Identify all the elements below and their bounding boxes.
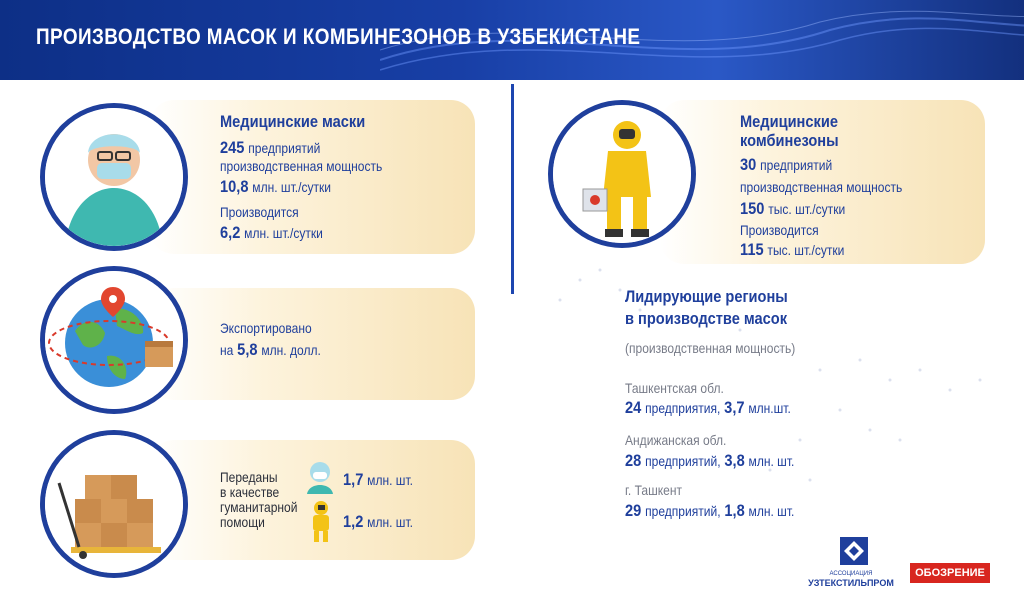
region-num1: 29 — [625, 501, 642, 520]
masks-produced-unit: млн. шт./сутки — [244, 225, 323, 241]
aid-masks-unit: млн. шт. — [367, 472, 413, 488]
masks-capacity-num: 10,8 — [220, 177, 249, 196]
region-num2: 3,8 — [724, 451, 745, 470]
suits-enterprises-line — [740, 155, 832, 175]
vertical-divider — [511, 84, 514, 294]
uztekstilprom-logo — [806, 535, 896, 588]
region-num1: 28 — [625, 451, 642, 470]
region-stats — [625, 398, 791, 418]
region-num1: 24 — [625, 398, 642, 417]
regions-subheading: (производственная мощность) — [625, 340, 796, 356]
uztekstilprom-emblem-icon — [806, 535, 896, 569]
suits-capacity-label: производственная мощность — [740, 179, 903, 195]
masks-produced-line — [220, 223, 323, 243]
aid-label-line3: гуманитарной — [220, 499, 298, 515]
suits-heading-line2: комбинезоны — [740, 131, 839, 150]
masks-enterprises-label: предприятий — [248, 140, 321, 156]
regions-heading-line1: Лидирующие регионы — [625, 287, 788, 306]
hazmat-suit-icon — [308, 500, 334, 544]
masks-capacity-line — [220, 177, 331, 197]
header-banner — [0, 0, 1024, 80]
suits-produced-unit: тыс. шт./сутки — [767, 242, 845, 258]
suits-produced-line — [740, 240, 844, 260]
region-name: г. Ташкент — [625, 482, 683, 498]
export-illustration — [40, 266, 188, 414]
region-stats — [625, 451, 794, 471]
suits-capacity-line — [740, 199, 845, 219]
masks-produced-label: Производится — [220, 204, 299, 220]
masks-enterprises-num: 245 — [220, 138, 245, 157]
region-num2: 1,8 — [724, 501, 745, 520]
suits-capacity-unit: тыс. шт./сутки — [768, 201, 846, 217]
masks-enterprises-line — [220, 138, 320, 158]
regions-heading — [625, 286, 788, 330]
aid-suits-unit: млн. шт. — [367, 514, 413, 530]
aid-suits-line — [343, 512, 413, 532]
masks-produced-num: 6,2 — [220, 223, 241, 242]
masked-person-icon — [305, 458, 335, 494]
region-label2: млн.шт. — [748, 400, 791, 416]
aid-masks-line — [343, 470, 413, 490]
globe-icon — [45, 271, 183, 409]
masks-illustration — [40, 103, 188, 251]
region-label1: предприятий, — [645, 453, 721, 469]
masks-heading: Медицинские маски — [220, 112, 366, 131]
suits-produced-num: 115 — [740, 240, 764, 259]
suits-heading — [740, 112, 839, 150]
aid-label-line1: Переданы — [220, 469, 278, 485]
uztekstilprom-text: УЗТЕКСТИЛЬПРОМ — [808, 578, 894, 588]
region-stats — [625, 501, 794, 521]
hazmat-worker-icon — [553, 105, 691, 243]
suits-enterprises-label: предприятий — [760, 157, 833, 173]
page-title: ПРОИЗВОДСТВО МАСОК И КОМБИНЕЗОНОВ В УЗБЕКИСТАНЕ — [36, 24, 641, 49]
aid-masks-num: 1,7 — [343, 470, 364, 489]
aid-label-line4: помощи — [220, 514, 265, 530]
boxes-pallet-icon — [45, 435, 183, 573]
region-label2: млн. шт. — [748, 503, 795, 519]
aid-illustration — [40, 430, 188, 578]
doctor-mask-icon — [45, 108, 183, 246]
export-label: Экспортировано — [220, 320, 312, 336]
region-label1: предприятий, — [645, 503, 721, 519]
region-name: Андижанская обл. — [625, 432, 727, 448]
suits-capacity-num: 150 — [740, 199, 765, 218]
regions-heading-line2: в производстве масок — [625, 309, 788, 328]
aid-label — [220, 470, 297, 530]
export-num: 5,8 — [237, 340, 258, 359]
uztekstilprom-small: АССОЦИАЦИЯ — [829, 571, 873, 577]
export-prefix: на — [220, 342, 234, 358]
masks-capacity-label: производственная мощность — [220, 158, 383, 174]
uzbekistan-map-dots — [540, 240, 1010, 540]
region-label1: предприятия, — [645, 400, 721, 416]
suits-produced-label: Производится — [740, 222, 819, 238]
export-line — [220, 340, 321, 360]
obozrenie-logo: ОБОЗРЕНИЕ — [910, 563, 990, 583]
suits-illustration — [548, 100, 696, 248]
export-unit: млн. долл. — [261, 342, 321, 358]
region-num2: 3,7 — [724, 398, 745, 417]
aid-label-line2: в качестве — [220, 484, 280, 500]
suits-heading-line1: Медицинские — [740, 112, 838, 131]
masks-capacity-unit: млн. шт./сутки — [252, 179, 332, 195]
aid-suits-num: 1,2 — [343, 512, 364, 531]
suits-enterprises-num: 30 — [740, 155, 757, 174]
region-name: Ташкентская обл. — [625, 380, 724, 396]
region-label2: млн. шт. — [748, 453, 795, 469]
